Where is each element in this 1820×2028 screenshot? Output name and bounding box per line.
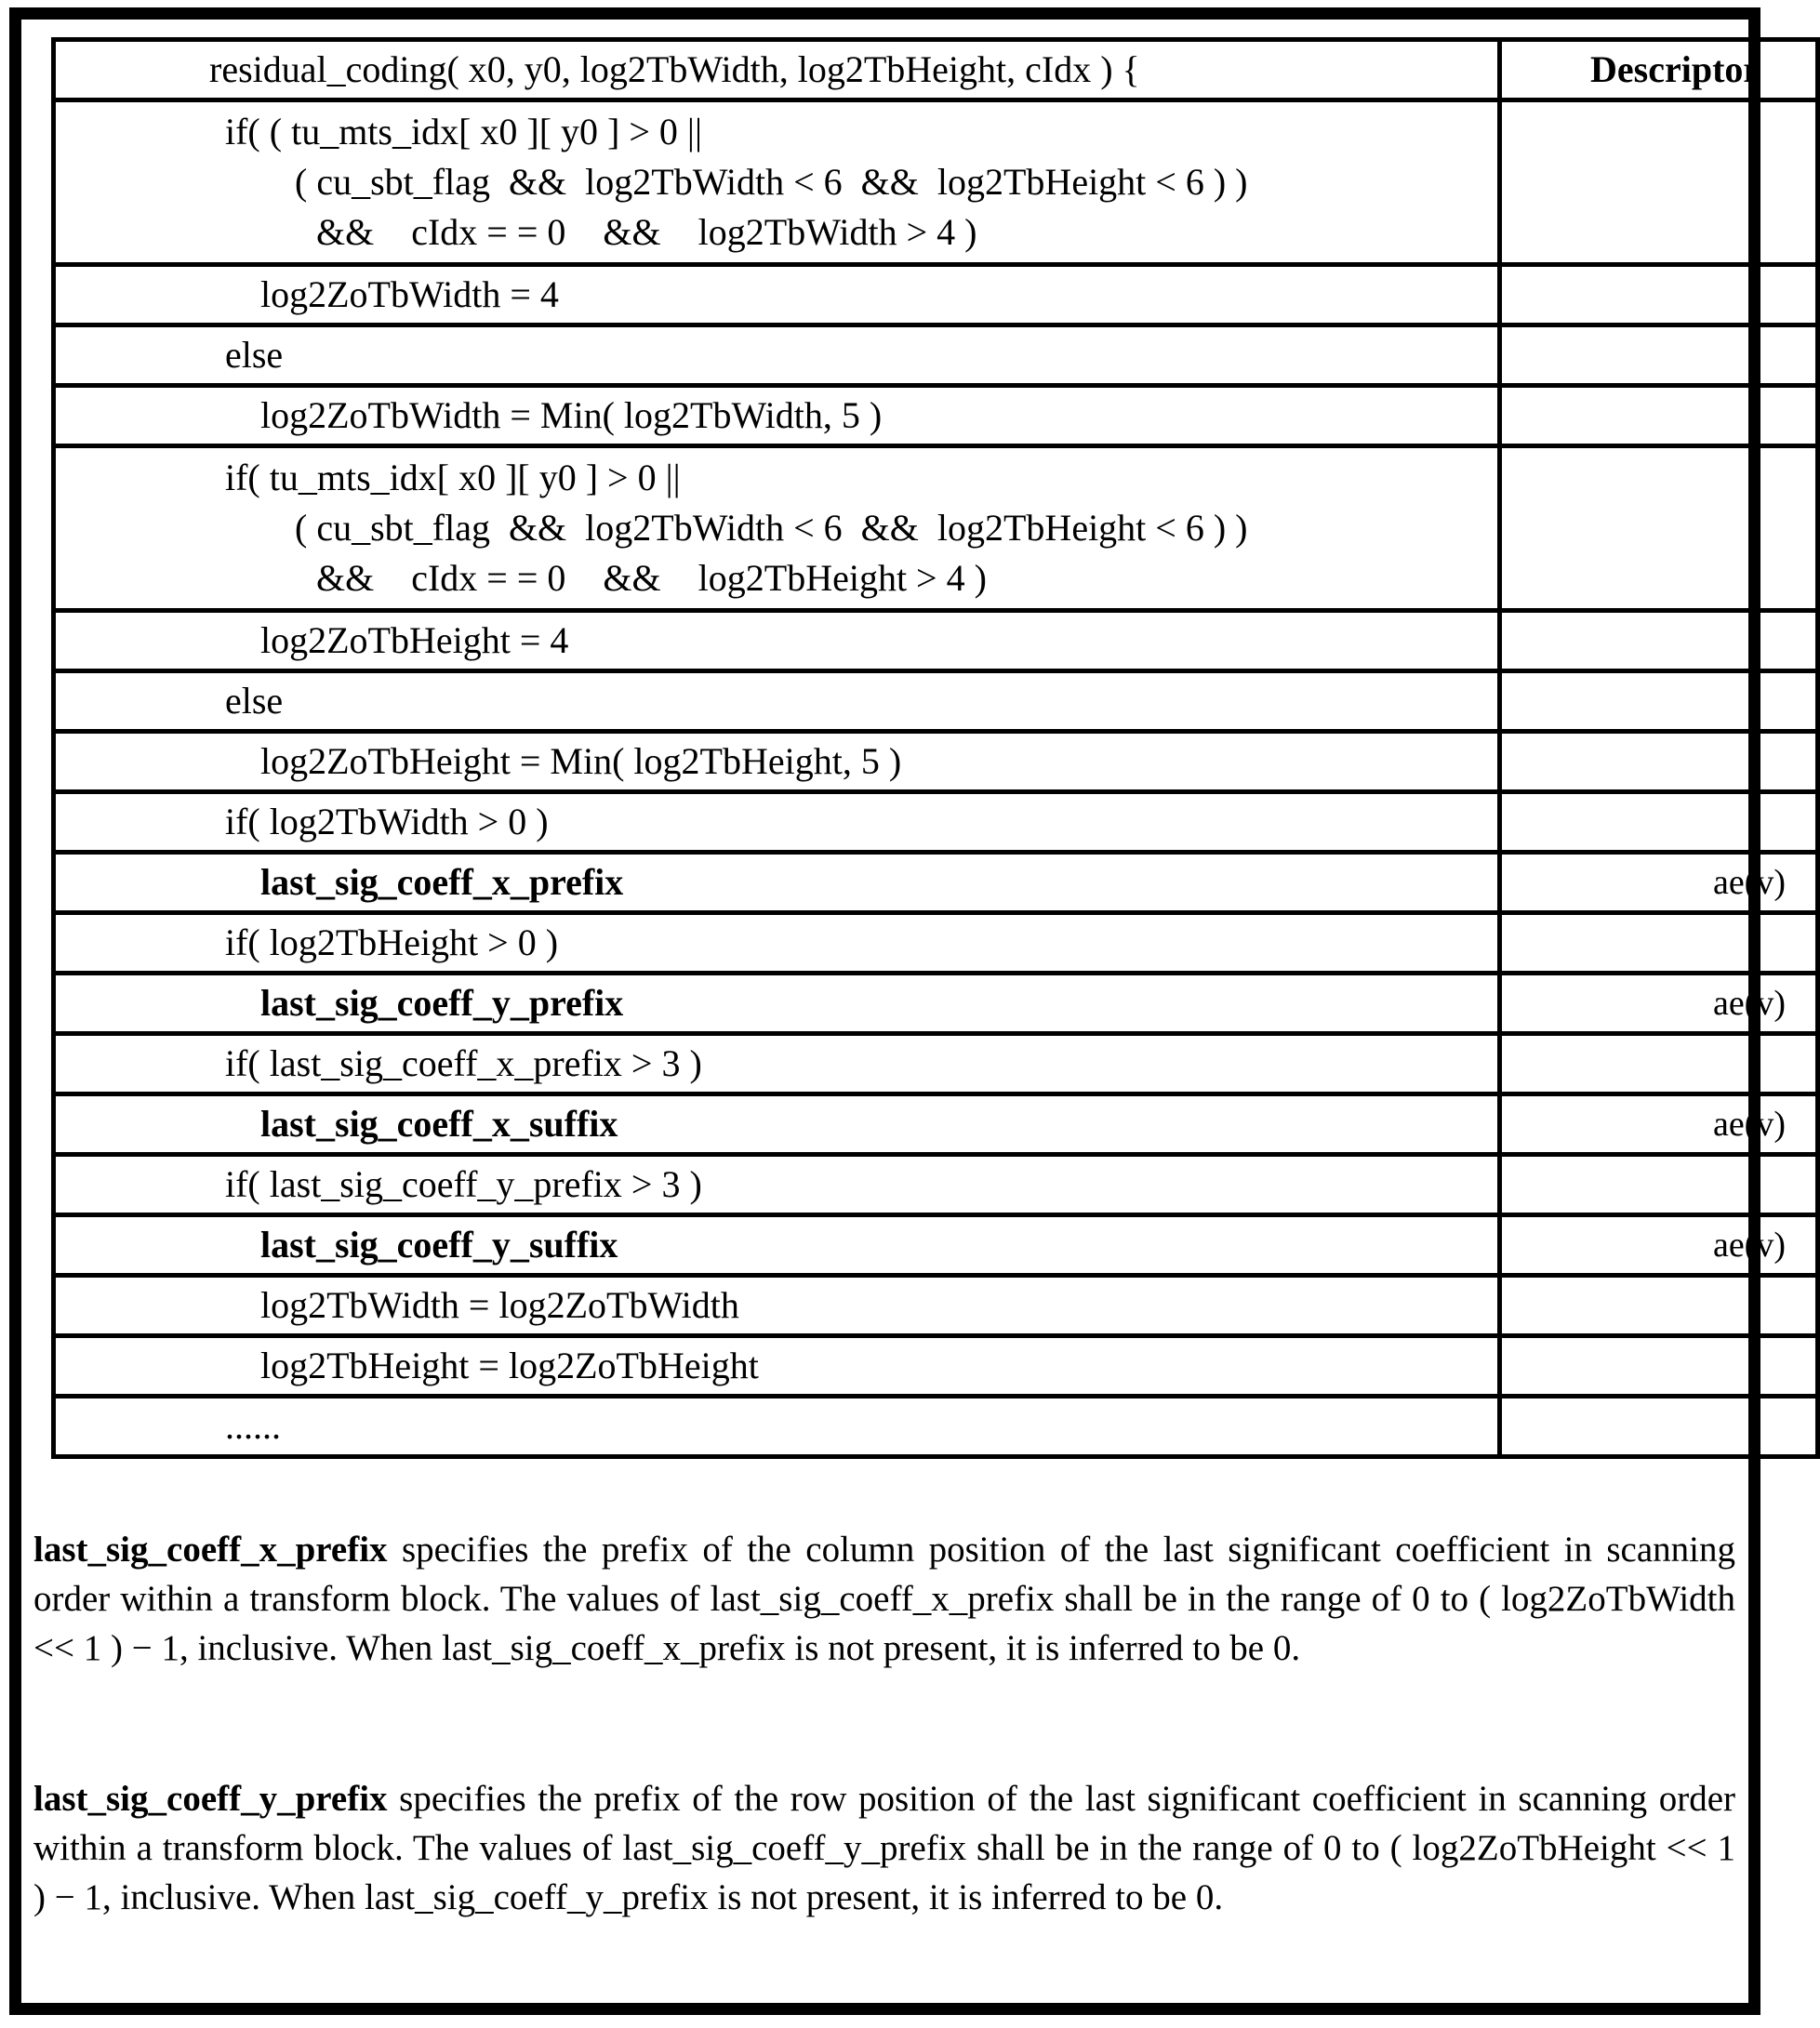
defined-term-y-prefix: last_sig_coeff_y_prefix [33,1779,388,1819]
descriptor-value: ae(v) [1712,863,1786,902]
descriptor-cell [1500,1034,1818,1094]
syntax-cell [54,611,1500,671]
syntax-cell [54,1215,1500,1276]
descriptor-cell [1500,671,1818,732]
syntax-statement: else [225,680,284,722]
syntax-statement: if( ( tu_mts_idx[ x0 ][ y0 ] > 0 || [225,111,702,152]
syntax-row [54,671,1818,732]
syntax-row [54,325,1818,386]
syntax-header-cell [54,40,1500,100]
descriptor-cell [1500,913,1818,974]
syntax-statement: && cIdx = = 0 && log2TbHeight > 4 ) [316,557,987,599]
syntax-statement: log2ZoTbWidth = Min( log2TbWidth, 5 ) [260,394,883,436]
defined-term-x-prefix: last_sig_coeff_x_prefix [33,1530,388,1570]
syntax-row [54,1397,1818,1457]
syntax-cell [54,1094,1500,1155]
syntax-cell [54,853,1500,913]
syntax-row [54,386,1818,446]
descriptor-cell [1500,1155,1818,1215]
syntax-cell [54,671,1500,732]
syntax-row [54,611,1818,671]
definition-text-y-prefix: specifies the prefix of the row position of the last significant coefficient in scanning order within a transform block. The values of last_sig_coeff_y_prefix shall be in the range of 0 to ( log2ZoTbHeight << 1 ) − 1, inclusive. When last_sig_coeff_y_prefix is not present, it is inferred to be 0. [33,1779,1735,1917]
syntax-cell [54,1276,1500,1336]
syntax-row [54,1034,1818,1094]
descriptor-cell [1500,1336,1818,1397]
syntax-cell [54,265,1500,325]
descriptor-value: ae(v) [1712,984,1786,1023]
syntax-cell [54,732,1500,792]
syntax-statement: if( log2TbWidth > 0 ) [225,801,549,842]
syntax-statement: ( cu_sbt_flag && log2TbWidth < 6 && log2TbHeight < 6 ) ) [295,161,1248,203]
descriptor-cell [1500,974,1818,1034]
syntax-row [54,265,1818,325]
syntax-cell [54,325,1500,386]
syntax-statement: if( tu_mts_idx[ x0 ][ y0 ] > 0 || [225,457,681,498]
syntax-row [54,1215,1818,1276]
syntax-element-name: last_sig_coeff_y_suffix [260,1224,618,1266]
syntax-statement: log2ZoTbWidth = 4 [260,273,559,315]
descriptor-cell [1500,1215,1818,1276]
syntax-statement: && cIdx = = 0 && log2TbWidth > 4 ) [316,211,977,253]
syntax-statement: log2ZoTbHeight = Min( log2TbHeight, 5 ) [260,740,902,782]
syntax-element-name: last_sig_coeff_x_suffix [260,1103,618,1145]
syntax-cell [54,1336,1500,1397]
syntax-cell [54,446,1500,611]
syntax-row [54,1336,1818,1397]
syntax-element-name: last_sig_coeff_x_prefix [260,861,624,903]
syntax-cell [54,792,1500,853]
syntax-statement: log2ZoTbHeight = 4 [260,619,569,661]
table-header-row [54,40,1818,100]
descriptor-cell [1500,265,1818,325]
syntax-row [54,100,1818,265]
descriptor-cell [1500,732,1818,792]
syntax-row [54,974,1818,1034]
syntax-cell [54,974,1500,1034]
syntax-row [54,853,1818,913]
definition-text-x-prefix: specifies the prefix of the column position of the last significant coefficient in scanning order within a transform block. The values of last_sig_coeff_x_prefix shall be in the range of 0 to ( log2ZoTbWidth << 1 ) − 1, inclusive. When last_sig_coeff_x_prefix is not present, it is inferred to be 0. [33,1530,1735,1668]
syntax-row [54,446,1818,611]
syntax-cell [54,386,1500,446]
syntax-element-name: last_sig_coeff_y_prefix [260,982,624,1024]
syntax-cell [54,1034,1500,1094]
syntax-cell [54,100,1500,265]
descriptor-cell [1500,325,1818,386]
syntax-statement: else [225,334,284,376]
descriptor-cell [1500,446,1818,611]
descriptor-cell [1500,853,1818,913]
syntax-row [54,1094,1818,1155]
descriptor-cell [1500,1397,1818,1457]
descriptor-value: ae(v) [1712,1105,1786,1144]
descriptor-cell [1500,792,1818,853]
syntax-statement: log2TbHeight = log2ZoTbHeight [260,1345,759,1386]
table-body [54,100,1818,1457]
descriptor-column-header: Descriptor [1500,40,1818,100]
syntax-statement: if( last_sig_coeff_y_prefix > 3 ) [225,1163,702,1205]
definition-paragraph-y-prefix [33,1774,1735,1922]
descriptor-cell [1500,100,1818,265]
syntax-row [54,792,1818,853]
descriptor-value: ae(v) [1712,1226,1786,1265]
syntax-statement: ( cu_sbt_flag && log2TbWidth < 6 && log2TbHeight < 6 ) ) [295,507,1248,549]
syntax-cell [54,913,1500,974]
syntax-statement: ...... [225,1405,281,1447]
syntax-row [54,1155,1818,1215]
syntax-row [54,1276,1818,1336]
descriptor-cell [1500,386,1818,446]
syntax-function-title: residual_coding( x0, y0, log2TbWidth, log2TbHeight, cIdx ) { [209,48,1140,90]
syntax-cell [54,1155,1500,1215]
syntax-row [54,732,1818,792]
syntax-cell [54,1397,1500,1457]
descriptor-cell [1500,611,1818,671]
descriptor-cell [1500,1094,1818,1155]
descriptor-cell [1500,1276,1818,1336]
syntax-statement: log2TbWidth = log2ZoTbWidth [260,1284,739,1326]
residual-coding-syntax-table [51,37,1820,1459]
syntax-row [54,913,1818,974]
syntax-statement: if( last_sig_coeff_x_prefix > 3 ) [225,1042,702,1084]
syntax-statement: if( log2TbHeight > 0 ) [225,921,559,963]
definition-paragraph-x-prefix [33,1525,1735,1673]
